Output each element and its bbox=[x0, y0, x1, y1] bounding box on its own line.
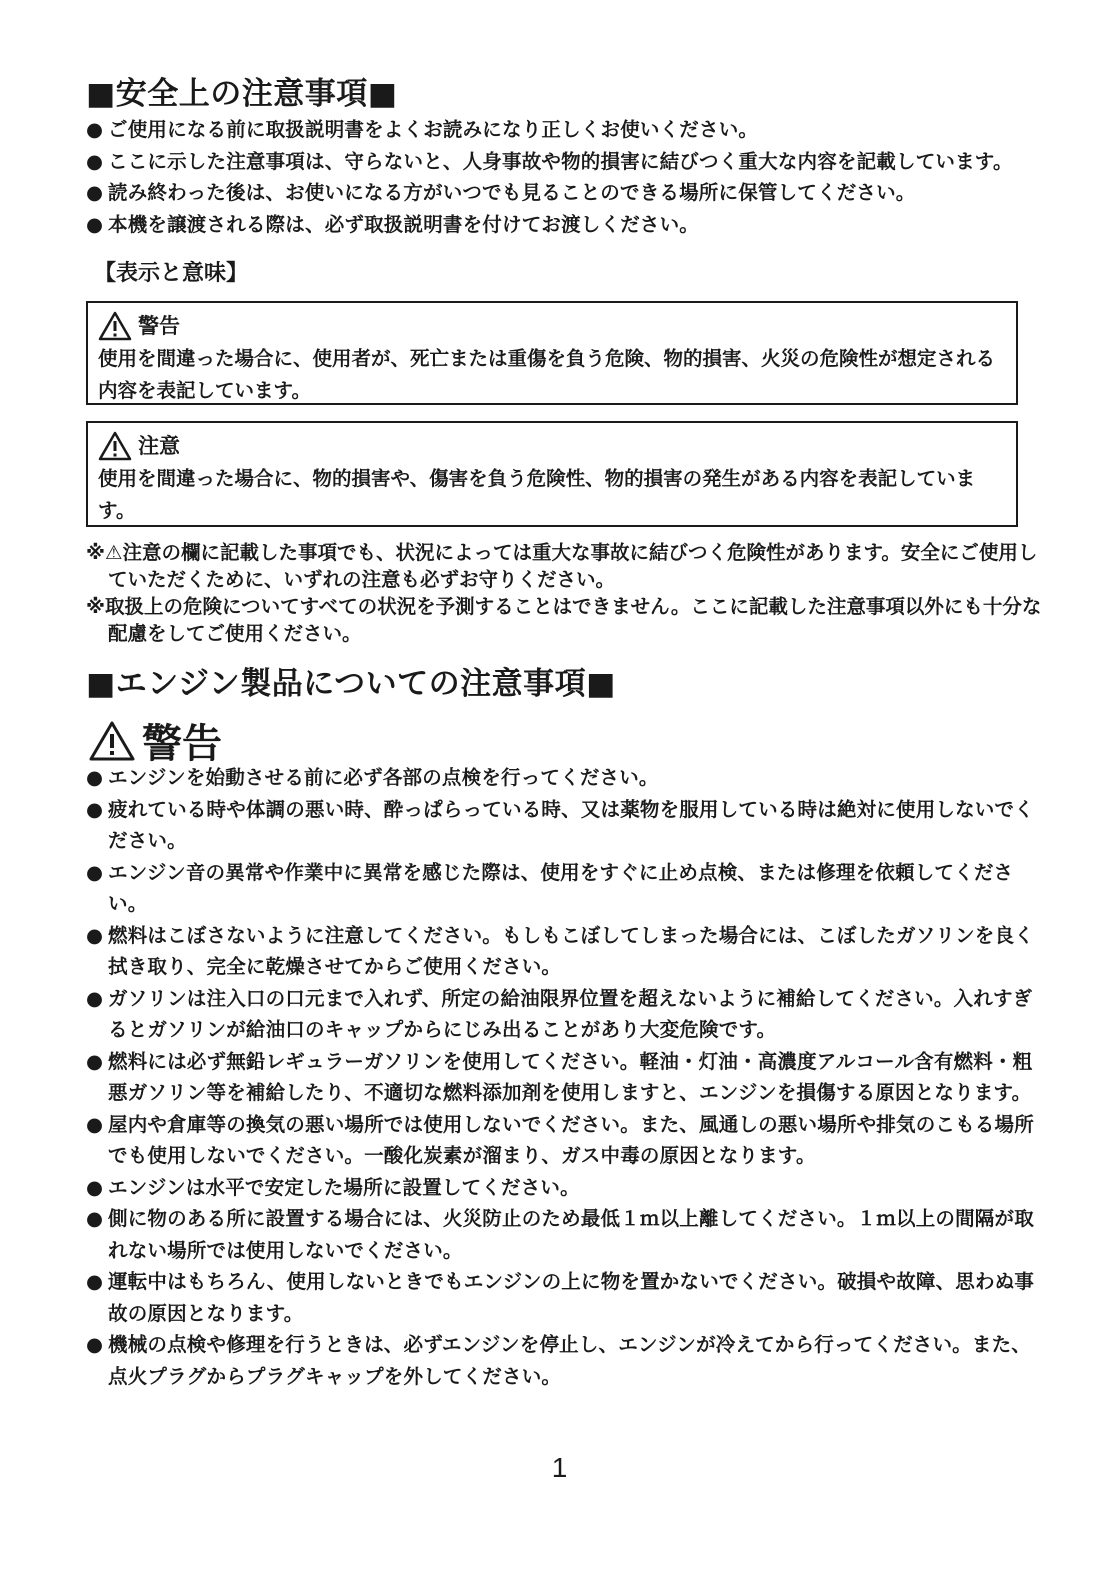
list-item: ● 燃料はこぼさないように注意してください。もしもこぼしてしまった場合には、こぼしたガソリンを良く拭き取り、完全に乾燥させてからご使用ください。 bbox=[86, 920, 1046, 983]
bullet-icon: ● bbox=[86, 118, 104, 141]
caution-label: 注意 bbox=[98, 429, 1006, 463]
bullet-icon: ● bbox=[86, 860, 104, 884]
safety-bullet-list bbox=[86, 114, 1046, 240]
bullet-icon: ● bbox=[86, 797, 104, 821]
note-item: ※取扱上の危険についてすべての状況を予測することはできません。ここに記載した注意事項以外にも十分な配慮をしてご使用ください。 bbox=[86, 595, 1042, 645]
warning-triangle-icon bbox=[88, 720, 136, 762]
list-item: ● エンジン音の異常や作業中に異常を感じた際は、使用をすぐに止め点検、または修理を依頼してください。 bbox=[86, 857, 1046, 920]
bullet-icon: ● bbox=[86, 1207, 104, 1230]
caution-definition-box bbox=[86, 421, 1018, 527]
warning-triangle-icon bbox=[98, 311, 132, 341]
bullet-icon: ● bbox=[86, 1049, 104, 1073]
bullet-icon: ● bbox=[86, 1333, 104, 1356]
list-item: ● 機械の点検や修理を行うときは、必ずエンジンを停止し、エンジンが冷えてから行ってください。また、点火プラグからプラグキャップを外してください。 bbox=[86, 1329, 1046, 1392]
warning-label: 警告 bbox=[98, 309, 1006, 343]
list-item: ● 本機を譲渡される際は、必ず取扱説明書を付けてお渡しください。 bbox=[86, 209, 1046, 241]
list-item: ● エンジンは水平で安定した場所に設置してください。 bbox=[86, 1172, 1046, 1204]
warning-triangle-icon bbox=[98, 431, 132, 461]
notes bbox=[86, 539, 1046, 647]
caution-definition-text: 使用を間違った場合に、物的損害や、傷害を負う危険性、物的損害の発生がある内容を表記しています。 bbox=[98, 467, 976, 522]
list-item: ● 屋内や倉庫等の換気の悪い場所では使用しないでください。また、風通しの悪い場所や排気のこもる場所でも使用しないでください。一酸化炭素が溜まり、ガス中毒の原因となります。 bbox=[86, 1109, 1046, 1172]
list-item: ● ガソリンは注入口の口元まで入れず、所定の給油限界位置を超えないように補給してください。入れすぎるとガソリンが給油口のキャップからにじみ出ることがあり大変危険です。 bbox=[86, 983, 1046, 1046]
list-item: ● 側に物のある所に設置する場合には、火災防止のため最低１ｍ以上離してください。１ｍ以上の間隔が取れない場所では使用しないでください。 bbox=[86, 1203, 1046, 1266]
engine-bullet-list bbox=[86, 762, 1046, 1392]
warning-definition-text: 使用を間違った場合に、使用者が、死亡または重傷を負う危険、物的損害、火災の危険性が想定される内容を表記しています。 bbox=[98, 347, 996, 402]
list-item: ● 読み終わった後は、お使いになる方がいつでも見ることのできる場所に保管してください。 bbox=[86, 177, 1046, 209]
list-item: ● ここに示した注意事項は、守らないと、人身事故や物的損害に結びつく重大な内容を記載しています。 bbox=[86, 146, 1046, 178]
bullet-icon: ● bbox=[86, 1270, 104, 1293]
bullet-icon: ● bbox=[86, 1175, 104, 1199]
bullet-icon: ● bbox=[86, 212, 104, 236]
note-item: ※⚠注意の欄に記載した事項でも、状況によっては重大な事故に結びつく危険性があります。安全にご使用していただくために、いずれの注意も必ずお守りください。 bbox=[86, 541, 1038, 591]
section-title-engine: ■エンジン製品についての注意事項■ bbox=[86, 666, 616, 702]
list-item: ● ご使用になる前に取扱説明書をよくお読みになり正しくお使いください。 bbox=[86, 114, 1046, 146]
bullet-icon: ● bbox=[86, 923, 104, 947]
section-title-safety: ■安全上の注意事項■ bbox=[86, 76, 398, 112]
list-item: ● エンジンを始動させる前に必ず各部の点検を行ってください。 bbox=[86, 762, 1046, 794]
list-item: ● 運転中はもちろん、使用しないときでもエンジンの上に物を置かないでください。破損や故障、思わぬ事故の原因となります。 bbox=[86, 1266, 1046, 1329]
bullet-icon: ● bbox=[86, 986, 104, 1010]
list-item: ● 疲れている時や体調の悪い時、酔っぱらっている時、又は薬物を服用している時は絶対に使用しないでください。 bbox=[86, 794, 1046, 857]
page-number: 1 bbox=[551, 1452, 568, 1483]
bullet-icon: ● bbox=[86, 181, 104, 204]
subhead-meaning: 【表示と意味】 bbox=[94, 261, 249, 286]
list-item: ● 燃料には必ず無鉛レギュラーガソリンを使用してください。軽油・灯油・高濃度アルコール含有燃料・粗悪ガソリン等を補給したり、不適切な燃料添加剤を使用しますと、エンジンを損傷する原因となります。 bbox=[86, 1046, 1046, 1109]
warning-definition-box bbox=[86, 301, 1018, 405]
bullet-icon: ● bbox=[86, 1112, 104, 1136]
engine-warning-heading: 警告 bbox=[88, 712, 222, 769]
bullet-icon: ● bbox=[86, 766, 104, 789]
bullet-icon: ● bbox=[86, 149, 104, 173]
